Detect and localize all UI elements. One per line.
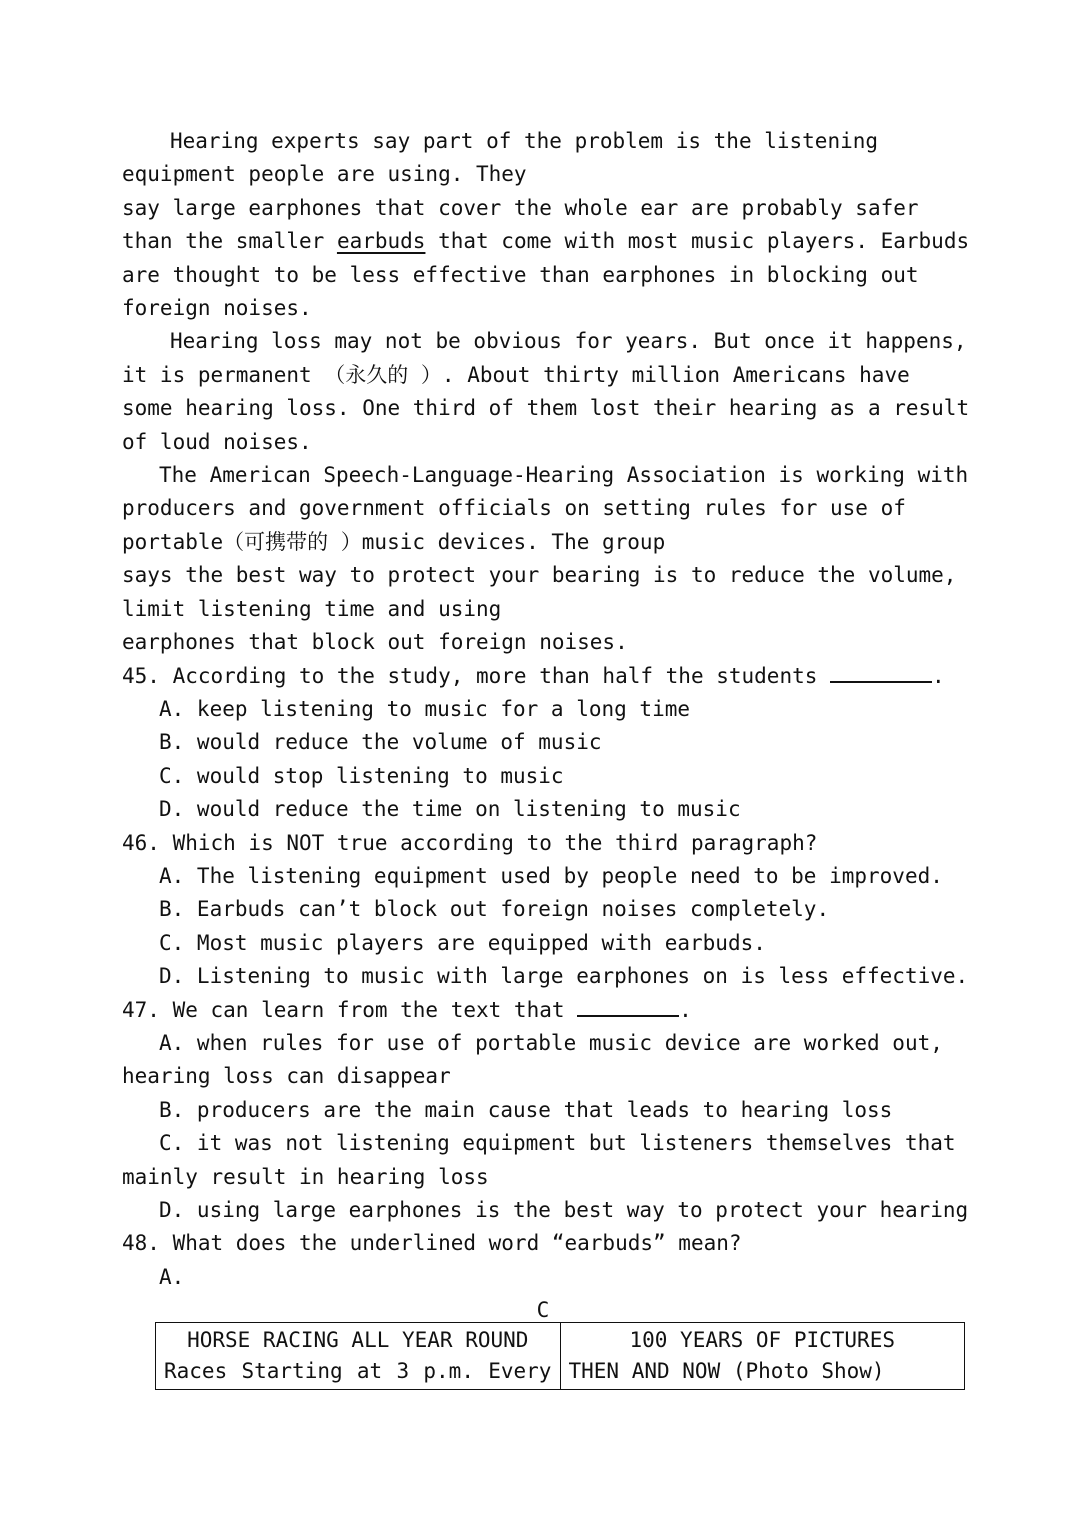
option-c: C. would stop listening to music bbox=[159, 763, 564, 788]
question-end: . bbox=[932, 663, 945, 688]
option-a: A. The listening equipment used by people need to be improved. bbox=[159, 863, 943, 888]
ad-word: Starting bbox=[241, 1359, 343, 1383]
text-line bbox=[122, 225, 970, 258]
text-line: limit listening time and using bbox=[122, 596, 502, 621]
option-c: C. it was not listening equipment but listeners themselves that bbox=[159, 1131, 956, 1156]
option-a: A. when rules for use of portable music device are worked out, bbox=[159, 1030, 943, 1055]
question-end: . bbox=[679, 997, 692, 1022]
question-47 bbox=[122, 994, 964, 1027]
answer-blank bbox=[830, 661, 932, 683]
advertisement-table bbox=[155, 1322, 965, 1390]
text-line: equipment people are using. They bbox=[122, 162, 527, 187]
question-stem: 47. We can learn from the text that bbox=[122, 997, 578, 1022]
question-48: 48. What does the underlined word “earbuds” mean? bbox=[122, 1231, 742, 1256]
text-line: portable（可携带的 ）music devices. The group bbox=[122, 529, 666, 554]
option-a: A. bbox=[159, 1264, 185, 1289]
option-b: B. Earbuds can’t block out foreign noises completely. bbox=[159, 897, 830, 922]
ad-line: THEN AND NOW (Photo Show) bbox=[568, 1359, 885, 1383]
ad-line bbox=[164, 1356, 552, 1387]
option-a: A. keep listening to music for a long time bbox=[159, 696, 691, 721]
text-fragment: than the smaller bbox=[122, 229, 337, 254]
ad-word: 3 bbox=[396, 1359, 410, 1383]
question-45 bbox=[122, 660, 964, 693]
ad-cell-horse-racing bbox=[156, 1323, 561, 1390]
question-46: 46. Which is NOT true according to the third paragraph? bbox=[122, 830, 818, 855]
text-fragment: that come with most music players. Earbuds bbox=[425, 229, 970, 254]
ad-title: HORSE RACING ALL YEAR ROUND bbox=[187, 1328, 529, 1352]
text-line: it is permanent （永久的 ）. About thirty million Americans have bbox=[122, 362, 910, 387]
question-stem: 45. According to the study, more than half the students bbox=[122, 663, 831, 688]
option-c: C. Most music players are equipped with earbuds. bbox=[159, 930, 766, 955]
text-line: say large earphones that cover the whole ear are probably safer bbox=[122, 195, 919, 220]
text-line: producers and government officials on setting rules for use of bbox=[122, 496, 906, 521]
option-d: D. using large earphones is the best way to protect your hearing bbox=[159, 1198, 969, 1222]
text-line: The American Speech-Language-Hearing Association is working with bbox=[159, 463, 969, 488]
ad-word: Every bbox=[488, 1359, 552, 1383]
underlined-word-earbuds: earbuds bbox=[336, 229, 426, 254]
text-line: are thought to be less effective than earphones in blocking out bbox=[122, 262, 919, 287]
option-c-continued: mainly result in hearing loss bbox=[122, 1164, 489, 1189]
text-line: foreign noises. bbox=[122, 296, 312, 321]
ad-word: at bbox=[356, 1359, 383, 1383]
text-line: Hearing experts say part of the problem is the listening bbox=[170, 129, 879, 153]
text-line: of loud noises. bbox=[122, 429, 312, 454]
option-a-continued: hearing loss can disappear bbox=[122, 1064, 451, 1089]
text-line: Hearing loss may not be obvious for years. But once it happens, bbox=[170, 329, 967, 354]
ad-word: Races bbox=[164, 1359, 228, 1383]
answer-blank bbox=[577, 995, 679, 1017]
section-label: C bbox=[536, 1298, 550, 1323]
ad-word: p.m. bbox=[423, 1359, 474, 1383]
option-b: B. producers are the main cause that leads to hearing loss bbox=[159, 1097, 893, 1122]
ad-cell-pictures bbox=[560, 1323, 965, 1390]
option-d: D. Listening to music with large earphones on is less effective. bbox=[159, 964, 969, 989]
text-line: some hearing loss. One third of them lost their hearing as a result bbox=[122, 396, 970, 421]
passage-page bbox=[122, 125, 970, 1328]
text-line: earphones that block out foreign noises. bbox=[122, 630, 628, 655]
option-d: D. would reduce the time on listening to music bbox=[159, 797, 741, 822]
text-line: says the best way to protect your bearing is to reduce the volume, bbox=[122, 563, 957, 588]
option-b: B. would reduce the volume of music bbox=[159, 730, 602, 755]
ad-title: 100 YEARS OF PICTURES bbox=[629, 1328, 895, 1352]
